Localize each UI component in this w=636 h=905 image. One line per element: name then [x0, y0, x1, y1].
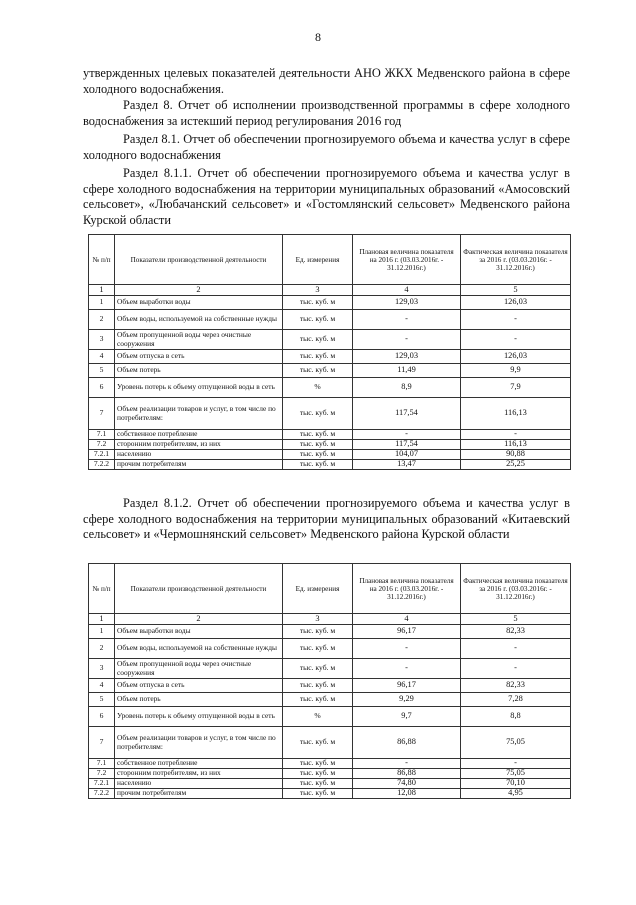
row-unit: тыс. куб. м — [283, 625, 353, 639]
header-index: 3 — [283, 614, 353, 625]
row-plan-value: - — [353, 430, 461, 440]
row-number: 6 — [89, 378, 115, 398]
table-row — [89, 679, 571, 693]
table-row — [89, 625, 571, 639]
row-fact-value: - — [461, 659, 571, 679]
row-number: 7.2.1 — [89, 450, 115, 460]
table-row — [89, 659, 571, 679]
row-indicator: сторонним потребителям, из них — [115, 769, 283, 779]
row-unit: тыс. куб. м — [283, 659, 353, 679]
table-row — [89, 430, 571, 440]
row-number: 7.2 — [89, 769, 115, 779]
row-number: 3 — [89, 659, 115, 679]
header-plan: Плановая величина показателя на 2016 г. (03.03.2016г. - 31.12.2016г.) — [353, 235, 461, 285]
row-unit: тыс. куб. м — [283, 769, 353, 779]
row-unit: тыс. куб. м — [283, 310, 353, 330]
row-fact-value: 25,25 — [461, 460, 571, 470]
table-row — [89, 779, 571, 789]
row-fact-value: 9,9 — [461, 364, 571, 378]
header-fact: Фактическая величина показателя за 2016 г. (03.03.2016г. - 31.12.2016г.) — [461, 235, 571, 285]
row-indicator: Уровень потерь к объему отпущенной воды в сеть — [115, 378, 283, 398]
row-indicator: сторонним потребителям, из них — [115, 440, 283, 450]
row-number: 7.2.2 — [89, 460, 115, 470]
row-fact-value: 8,8 — [461, 707, 571, 727]
row-unit: тыс. куб. м — [283, 727, 353, 759]
row-number: 2 — [89, 310, 115, 330]
header-index: 2 — [115, 285, 283, 296]
row-number: 3 — [89, 330, 115, 350]
table-row — [89, 460, 571, 470]
row-number: 1 — [89, 625, 115, 639]
row-unit: тыс. куб. м — [283, 440, 353, 450]
row-number: 7 — [89, 398, 115, 430]
header-unit: Ед. измерения — [283, 235, 353, 285]
row-unit: тыс. куб. м — [283, 430, 353, 440]
row-unit: тыс. куб. м — [283, 398, 353, 430]
row-indicator: населению — [115, 450, 283, 460]
row-indicator: Объем реализации товаров и услуг, в том числе по потребителям: — [115, 398, 283, 430]
row-fact-value: 75,05 — [461, 727, 571, 759]
row-indicator: Объем реализации товаров и услуг, в том числе по потребителям: — [115, 727, 283, 759]
row-indicator: Объем отпуска в сеть — [115, 679, 283, 693]
header-index: 5 — [461, 614, 571, 625]
section-8-1-heading: Раздел 8.1. Отчет об обеспечении прогнозируемого объема и качества услуг в сфере холодного водоснабжения — [83, 132, 570, 162]
table-row — [89, 759, 571, 769]
row-fact-value: 75,05 — [461, 769, 571, 779]
row-unit: % — [283, 707, 353, 727]
row-indicator: Объем выработки воды — [115, 296, 283, 310]
page-number: 8 — [315, 30, 321, 44]
header-index: 4 — [353, 285, 461, 296]
row-fact-value: 126,03 — [461, 296, 571, 310]
table-row — [89, 789, 571, 799]
row-unit: тыс. куб. м — [283, 364, 353, 378]
row-plan-value: 96,17 — [353, 625, 461, 639]
row-fact-value: 82,33 — [461, 625, 571, 639]
row-plan-value: 13,47 — [353, 460, 461, 470]
header-plan: Плановая величина показателя на 2016 г. (03.03.2016г. - 31.12.2016г.) — [353, 564, 461, 614]
row-unit: тыс. куб. м — [283, 460, 353, 470]
row-unit: тыс. куб. м — [283, 789, 353, 799]
row-plan-value: 12,08 — [353, 789, 461, 799]
header-index: 4 — [353, 614, 461, 625]
header-num: № п/п — [89, 564, 115, 614]
row-fact-value: 90,88 — [461, 450, 571, 460]
table-row — [89, 350, 571, 364]
row-number: 7.2.2 — [89, 789, 115, 799]
header-index: 5 — [461, 285, 571, 296]
row-plan-value: - — [353, 330, 461, 350]
section-8-1-1-heading: Раздел 8.1.1. Отчет об обеспечении прогнозируемого объема и качества услуг в сфере холодного водоснабжения на территории муниципальных образований «Амосовский сельсовет», «Любачанский сельсовет» и «Гостомлянский сельсовет» Медвенского района Курской области — [83, 166, 570, 227]
row-number: 4 — [89, 679, 115, 693]
header-index: 1 — [89, 614, 115, 625]
row-indicator: Объем пропущенной воды через очистные сооружения — [115, 659, 283, 679]
row-fact-value: 116,13 — [461, 440, 571, 450]
table-row — [89, 639, 571, 659]
row-unit: % — [283, 378, 353, 398]
row-plan-value: 9,7 — [353, 707, 461, 727]
header-indicator: Показатели производственной деятельности — [115, 564, 283, 614]
table-row — [89, 330, 571, 350]
row-plan-value: 74,80 — [353, 779, 461, 789]
table-row — [89, 310, 571, 330]
header-index: 2 — [115, 614, 283, 625]
row-unit: тыс. куб. м — [283, 330, 353, 350]
section-8-heading: Раздел 8. Отчет об исполнении производственной программы в сфере холодного водоснабжения за истекший период регулирования 2016 год — [83, 98, 570, 128]
row-plan-value: - — [353, 310, 461, 330]
row-fact-value: 82,33 — [461, 679, 571, 693]
row-plan-value: 11,49 — [353, 364, 461, 378]
row-fact-value: 126,03 — [461, 350, 571, 364]
row-plan-value: - — [353, 659, 461, 679]
row-unit: тыс. куб. м — [283, 350, 353, 364]
row-indicator: Объем потерь — [115, 364, 283, 378]
row-plan-value: - — [353, 759, 461, 769]
row-number: 7 — [89, 727, 115, 759]
row-plan-value: 8,9 — [353, 378, 461, 398]
table-row — [89, 364, 571, 378]
row-fact-value: - — [461, 639, 571, 659]
row-fact-value: 70,10 — [461, 779, 571, 789]
header-fact: Фактическая величина показателя за 2016 г. (03.03.2016г. - 31.12.2016г.) — [461, 564, 571, 614]
table-row — [89, 450, 571, 460]
header-unit: Ед. измерения — [283, 564, 353, 614]
row-plan-value: - — [353, 639, 461, 659]
row-number: 4 — [89, 350, 115, 364]
row-plan-value: 86,88 — [353, 727, 461, 759]
row-fact-value: - — [461, 310, 571, 330]
table-row — [89, 707, 571, 727]
table-row — [89, 378, 571, 398]
row-number: 7.1 — [89, 759, 115, 769]
row-indicator: Объем пропущенной воды через очистные сооружения — [115, 330, 283, 350]
row-number: 7.1 — [89, 430, 115, 440]
row-unit: тыс. куб. м — [283, 759, 353, 769]
row-unit: тыс. куб. м — [283, 679, 353, 693]
header-indicator: Показатели производственной деятельности — [115, 235, 283, 285]
table-row — [89, 693, 571, 707]
row-plan-value: 129,03 — [353, 350, 461, 364]
row-fact-value: 4,95 — [461, 789, 571, 799]
row-number: 5 — [89, 693, 115, 707]
row-fact-value: 7,9 — [461, 378, 571, 398]
row-plan-value: 104,07 — [353, 450, 461, 460]
row-fact-value: - — [461, 759, 571, 769]
table-row — [89, 769, 571, 779]
row-indicator: прочим потребителям — [115, 460, 283, 470]
row-number: 1 — [89, 296, 115, 310]
header-index: 1 — [89, 285, 115, 296]
report-table-1 — [88, 234, 571, 470]
header-num: № п/п — [89, 235, 115, 285]
row-number: 6 — [89, 707, 115, 727]
table-row — [89, 398, 571, 430]
row-indicator: Объем выработки воды — [115, 625, 283, 639]
row-unit: тыс. куб. м — [283, 693, 353, 707]
row-unit: тыс. куб. м — [283, 779, 353, 789]
row-indicator: Объем воды, используемой на собственные нужды — [115, 310, 283, 330]
row-number: 7.2.1 — [89, 779, 115, 789]
row-number: 7.2 — [89, 440, 115, 450]
row-unit: тыс. куб. м — [283, 450, 353, 460]
section-8-1-2-heading: Раздел 8.1.2. Отчет об обеспечении прогнозируемого объема и качества услуг в сфере холодного водоснабжения на территории муниципальных образований «Китаевский сельсовет» и «Чермошнянский сельсовет» Медвенского района Курской области — [83, 496, 570, 542]
row-number: 5 — [89, 364, 115, 378]
table-row — [89, 296, 571, 310]
intro-paragraph: утвержденных целевых показателей деятельности АНО ЖКХ Медвенского района в сфере холодного водоснабжения. — [83, 66, 570, 96]
row-indicator: прочим потребителям — [115, 789, 283, 799]
header-index: 3 — [283, 285, 353, 296]
row-indicator: Уровень потерь к объему отпущенной воды в сеть — [115, 707, 283, 727]
row-unit: тыс. куб. м — [283, 639, 353, 659]
row-plan-value: 86,88 — [353, 769, 461, 779]
row-indicator: Объем отпуска в сеть — [115, 350, 283, 364]
row-fact-value: - — [461, 330, 571, 350]
row-indicator: Объем воды, используемой на собственные нужды — [115, 639, 283, 659]
row-fact-value: 7,28 — [461, 693, 571, 707]
table-row — [89, 727, 571, 759]
row-indicator: собственное потребление — [115, 430, 283, 440]
row-indicator: населению — [115, 779, 283, 789]
row-indicator: Объем потерь — [115, 693, 283, 707]
row-plan-value: 96,17 — [353, 679, 461, 693]
row-plan-value: 129,03 — [353, 296, 461, 310]
row-plan-value: 117,54 — [353, 440, 461, 450]
table-row — [89, 440, 571, 450]
row-plan-value: 9,29 — [353, 693, 461, 707]
row-fact-value: - — [461, 430, 571, 440]
row-indicator: собственное потребление — [115, 759, 283, 769]
report-table-2 — [88, 563, 571, 799]
row-fact-value: 116,13 — [461, 398, 571, 430]
row-number: 2 — [89, 639, 115, 659]
row-unit: тыс. куб. м — [283, 296, 353, 310]
row-plan-value: 117,54 — [353, 398, 461, 430]
